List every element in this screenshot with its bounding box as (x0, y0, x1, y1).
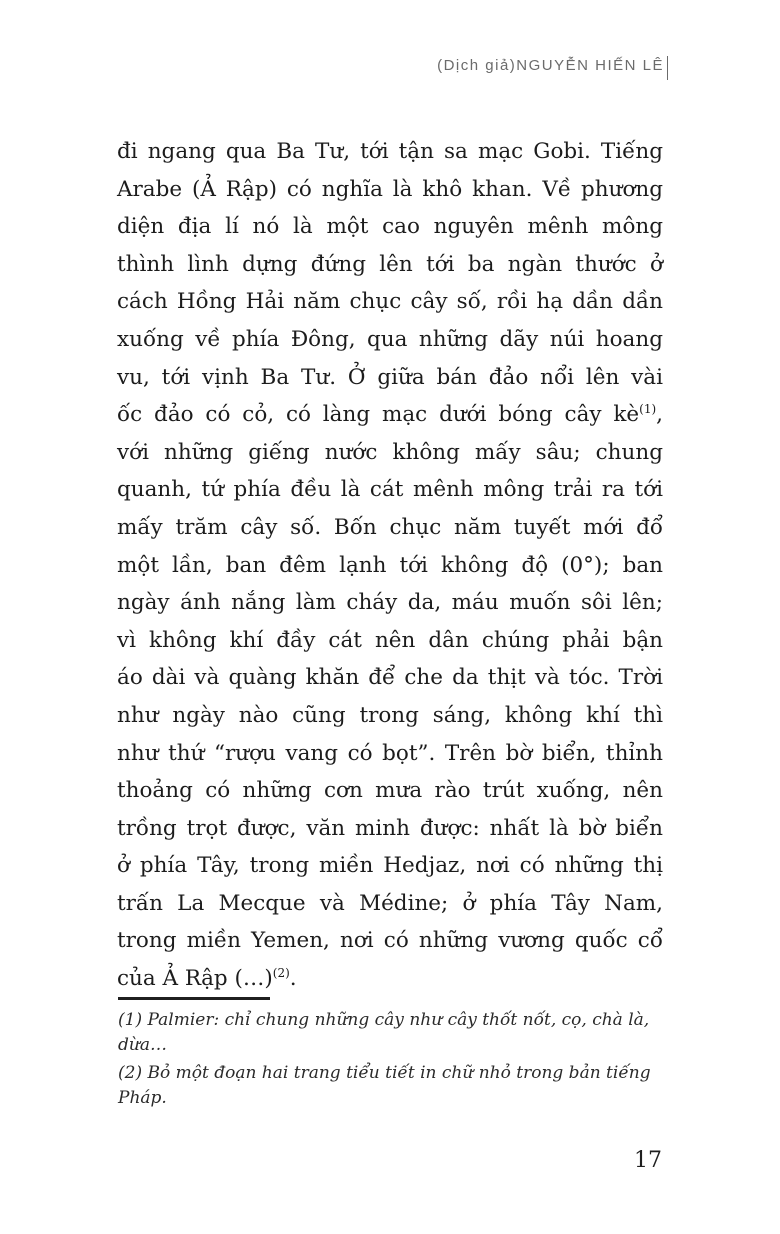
footnote-divider (118, 997, 270, 1000)
text-line: ở phía Tây, trong miền Hedjaz, nơi có những thị (117, 853, 663, 879)
text-line: với những giếng nước không mấy sâu; chung (117, 439, 663, 465)
footnote-ref-2-punct: . (289, 966, 297, 992)
text-line: thình lình dựng đứng lên tới ba ngàn thước ở (117, 251, 663, 277)
footnote-ref-1-punct: , (656, 402, 663, 428)
text-line: một lần, ban đêm lạnh tới không độ (0°); ban (117, 552, 663, 578)
text-line-content: ốc đảo có cỏ, có làng mạc dưới bóng cây kè (117, 402, 640, 428)
text-line: như thứ “rượu vang có bọt”. Trên bờ biển, thỉnh (117, 740, 663, 766)
text-line: mấy trăm cây số. Bốn chục năm tuyết mới đổ (117, 514, 663, 540)
text-line: áo dài và quàng khăn để che da thịt và tóc. Trời (117, 665, 663, 691)
body-text (117, 133, 663, 998)
footnote-ref-2: (2) (272, 965, 290, 980)
running-header: (Dịch giả)NGUYỄN HIẾN LÊ (437, 57, 664, 74)
text-line: trồng trọt được, văn minh được: nhất là bờ biển (117, 815, 663, 841)
text-line-content: của Ả Rập (…) (117, 966, 273, 992)
text-line-with-footnote-2 (117, 960, 663, 998)
text-line: đi ngang qua Ba Tư, tới tận sa mạc Gobi. Tiếng (117, 139, 663, 164)
text-line: xuống về phía Đông, qua những dãy núi hoang (117, 326, 663, 352)
footnotes (118, 1008, 663, 1114)
text-line-with-footnote-1 (117, 396, 663, 434)
footnote-ref-1: (1) (639, 402, 657, 416)
header-divider (667, 56, 668, 80)
page-number: 17 (634, 1148, 662, 1173)
text-line: ngày ánh nắng làm cháy da, máu muốn sôi lên; (117, 590, 663, 616)
text-line: quanh, tứ phía đều là cát mênh mông trải ra tới (117, 477, 663, 503)
text-line: cách Hồng Hải năm chục cây số, rồi hạ dần dần (117, 289, 663, 315)
text-line: trấn La Mecque và Médine; ở phía Tây Nam, (117, 890, 663, 916)
text-line: trong miền Yemen, nơi có những vương quốc cổ (117, 928, 663, 954)
text-line: diện địa lí nó là một cao nguyên mênh mông (117, 214, 663, 240)
text-line: vì không khí đầy cát nên dân chúng phải bận (117, 627, 663, 653)
footnote-2: (2) Bỏ một đoạn hai trang tiểu tiết in chữ nhỏ trong bản tiếng Pháp. (118, 1063, 651, 1108)
footnote-1: (1) Palmier: chỉ chung những cây như cây thốt nốt, cọ, chà là, dừa… (118, 1010, 650, 1055)
text-line: Arabe (Ả Rập) có nghĩa là khô khan. Về phương (117, 176, 663, 202)
text-line: như ngày nào cũng trong sáng, không khí thì (117, 702, 663, 728)
text-line: thoảng có những cơn mưa rào trút xuống, nên (117, 778, 663, 804)
text-line: vu, tới vịnh Ba Tư. Ở giữa bán đảo nổi lên vài (117, 364, 663, 390)
